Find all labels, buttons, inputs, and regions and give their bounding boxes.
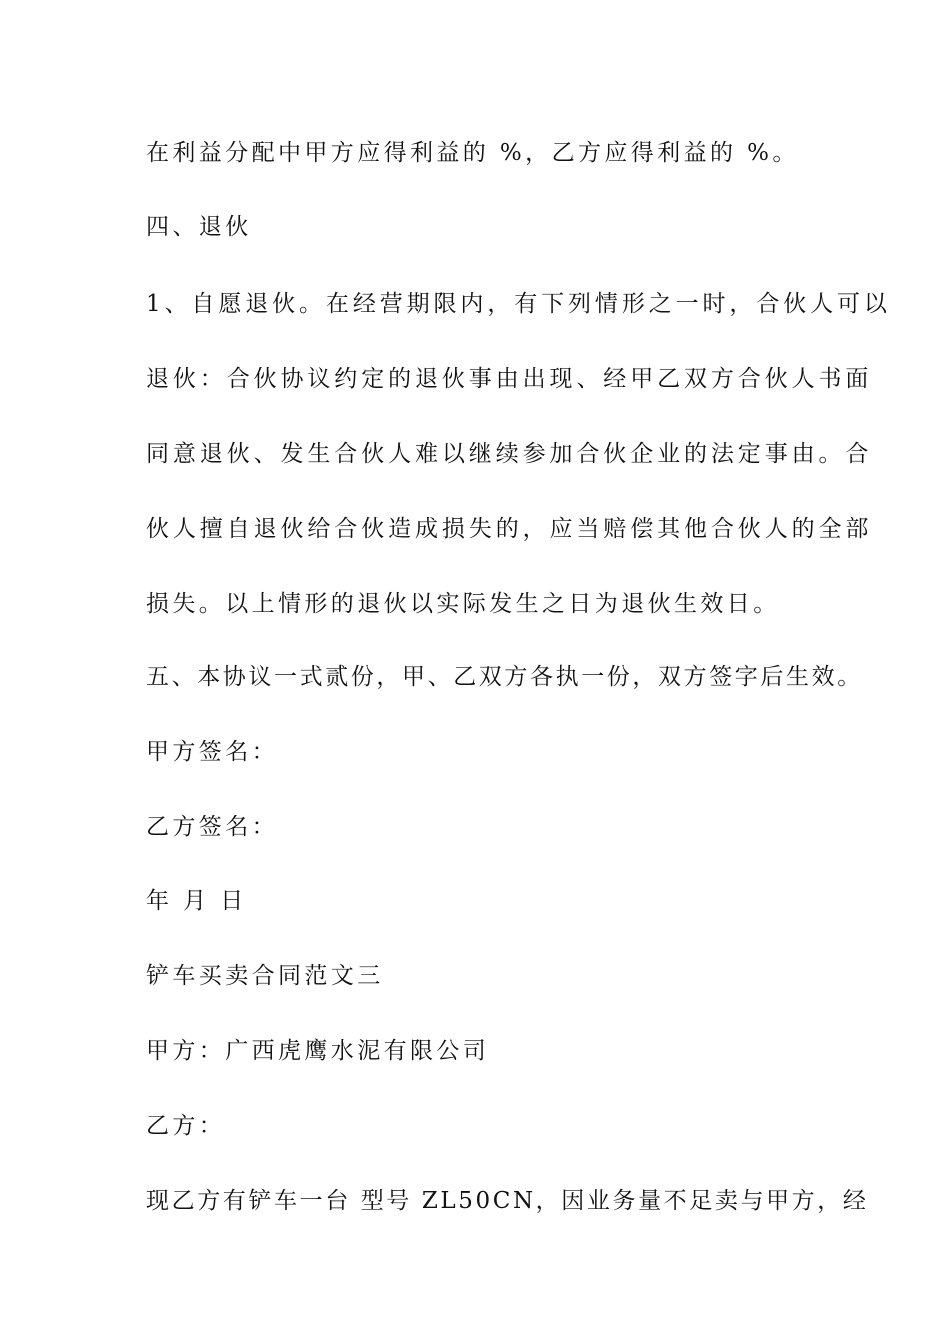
text-line-withdrawal-conditions: 退伙：合伙协议约定的退伙事由出现、经甲乙双方合伙人书面 xyxy=(146,366,873,392)
text-line-effective-date: 损失。以上情形的退伙以实际发生之日为退伙生效日。 xyxy=(146,591,780,617)
party-b-line: 乙方： xyxy=(146,1113,226,1139)
signature-party-a-label: 甲方签名： xyxy=(146,739,278,765)
date-line: 年 月 日 xyxy=(146,888,247,914)
text-line-profit-distribution: 在利益分配中甲方应得利益的 %，乙方应得利益的 %。 xyxy=(146,140,799,166)
party-a-line: 甲方：广西虎鹰水泥有限公司 xyxy=(146,1038,490,1064)
text-line-withdrawal-compensation: 伙人擅自退伙给合伙造成损失的，应当赔偿其他合伙人的全部 xyxy=(146,516,873,542)
section-heading-withdrawal: 四、退伙 xyxy=(146,214,252,240)
signature-party-b-label: 乙方签名： xyxy=(146,814,278,840)
text-line-withdrawal-consent: 同意退伙、发生合伙人难以继续参加合伙企业的法定事由。合 xyxy=(146,441,873,467)
text-line-voluntary-withdrawal: 1、自愿退伙。在经营期限内，有下列情形之一时，合伙人可以 xyxy=(146,291,891,317)
text-line-loader-description: 现乙方有铲车一台 型号 ZL50CN，因业务量不足卖与甲方，经 xyxy=(146,1188,869,1214)
section-heading-copies: 五、本协议一式贰份，甲、乙双方各执一份，双方签字后生效。 xyxy=(146,664,863,690)
section-title-loader-contract: 铲车买卖合同范文三 xyxy=(146,963,384,989)
